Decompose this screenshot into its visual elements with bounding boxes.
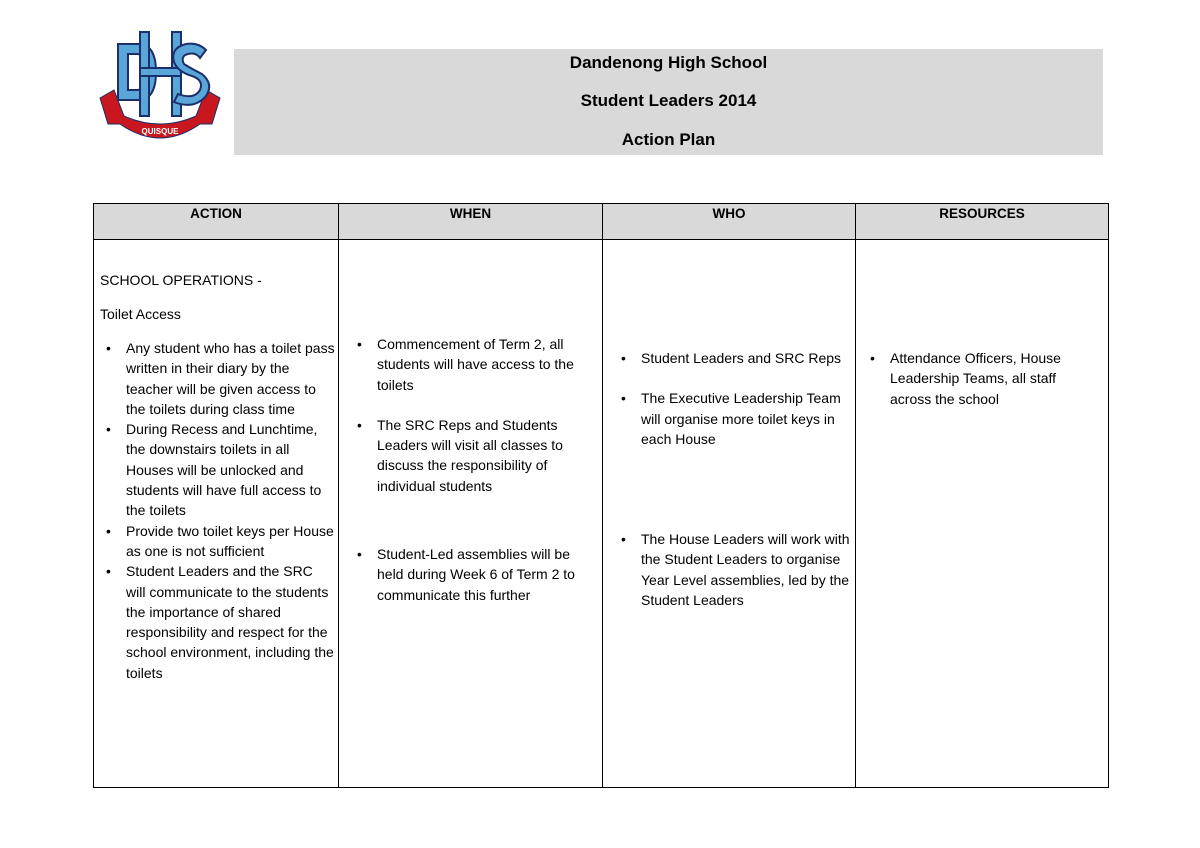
document-subtitle: Student Leaders 2014 [580,91,757,110]
list-item: • The SRC Reps and Students Leaders will visit all classes to discuss the responsibility of individual students [351,415,595,496]
school-crest-logo [94,28,226,152]
list-item: • Provide two toilet keys per House as one is not sufficient [100,521,336,562]
resources-cell [856,240,1109,788]
action-cell [94,240,339,788]
section-subheading: Toilet Access [100,306,181,322]
when-list [351,334,595,605]
when-cell [339,240,603,788]
list-item: • Attendance Officers, House Leadership Teams, all staff across the school [864,348,1100,409]
action-list [100,338,336,683]
list-item: • The Executive Leadership Team will organise more toilet keys in each House [615,388,851,449]
list-item: • Student Leaders and the SRC will communicate to the students the importance of shared responsibility and respect for the school environment, including the toilets [100,561,336,683]
list-item: • The House Leaders will work with the Student Leaders to organise Year Level assemblies, led by the Student Leaders [615,529,851,610]
document-header [234,49,1103,155]
who-cell [603,240,856,788]
list-item: • Student Leaders and SRC Reps [615,348,851,368]
column-header-when: WHEN [339,204,603,240]
list-item: • Student-Led assemblies will be held during Week 6 of Term 2 to communicate this further [351,544,595,605]
table-row [94,240,1109,788]
school-name: Dandenong High School [569,53,768,72]
who-list [615,348,851,610]
list-item: • Commencement of Term 2, all students will have access to the toilets [351,334,595,395]
table-header-row [94,204,1109,240]
section-heading: SCHOOL OPERATIONS - [100,272,262,288]
action-plan-table [93,203,1109,788]
column-header-action: ACTION [94,204,339,240]
column-header-resources: RESOURCES [856,204,1109,240]
resources-list [864,348,1100,409]
logo-motto: QUISQUE [141,127,179,136]
column-header-who: WHO [603,204,856,240]
list-item: • During Recess and Lunchtime, the downstairs toilets in all Houses will be unlocked and students will have full access to the toilets [100,419,336,520]
list-item: • Any student who has a toilet pass written in their diary by the teacher will be given access to the toilets during class time [100,338,336,419]
document-title: Action Plan [621,130,716,149]
